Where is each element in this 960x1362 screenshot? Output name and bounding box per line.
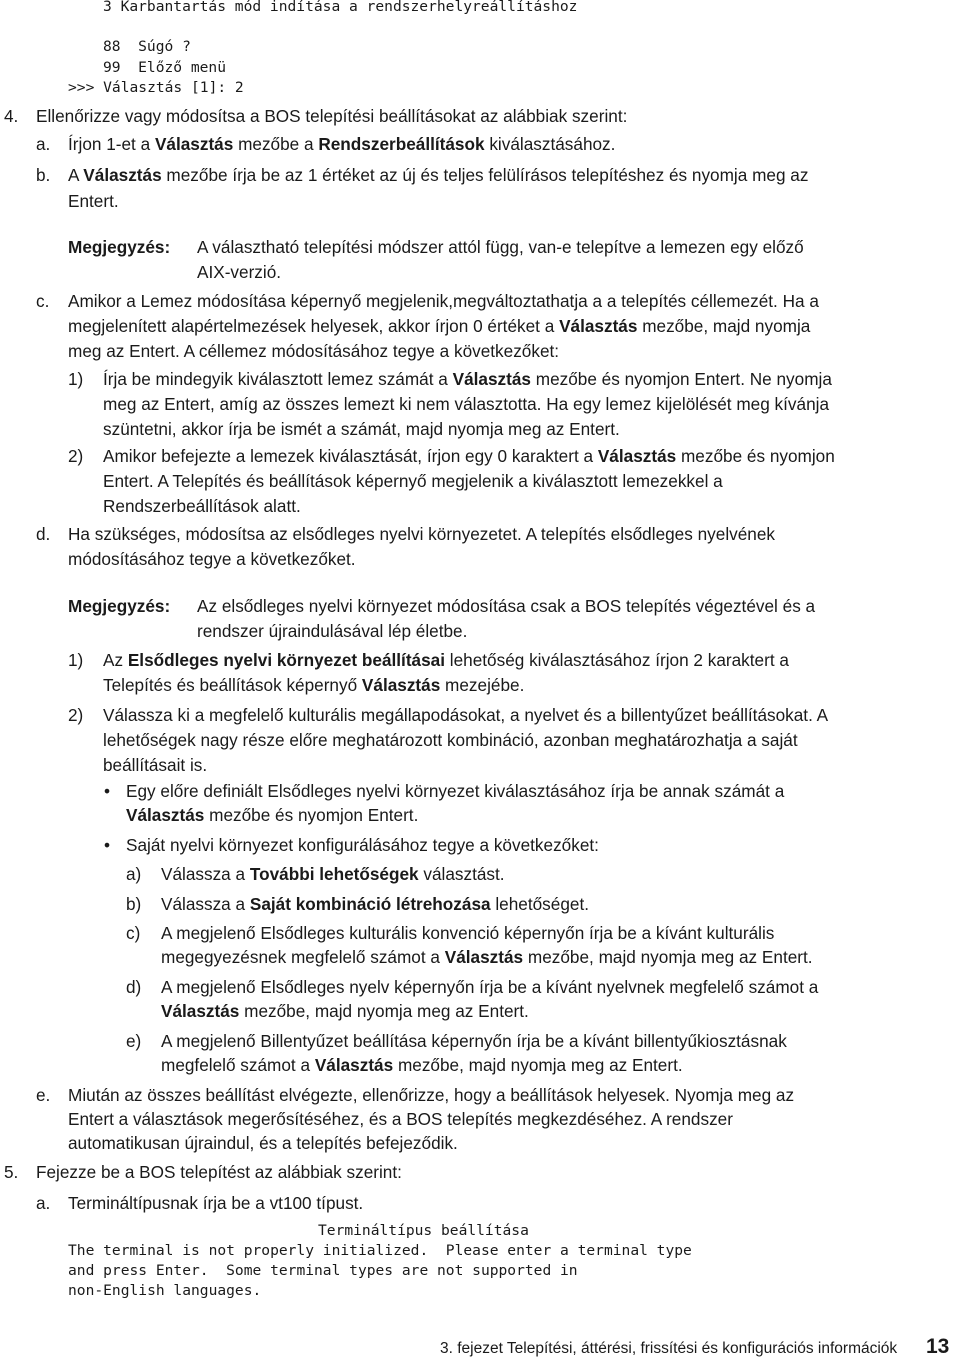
terminal-line1: The terminal is not properly initialized. Please enter a terminal type xyxy=(68,1242,692,1259)
note-2-line1: Az elsődleges nyelvi környezet módosítása csak a BOS telepítés végeztével és a xyxy=(197,596,816,616)
step-4-text: Ellenőrizze vagy módosítsa a BOS telepítési beállításokat az alábbiak szerint: xyxy=(36,106,628,126)
step-4c-1-line3: szüntetni, akkor írja be ismét a számát, majd nyomja meg az Entert. xyxy=(103,419,620,439)
bullet-2b-label: b) xyxy=(126,894,142,914)
step-4c-line1: Amikor a Lemez módosítása képernyő megjelenik,megváltoztathatja a a telepítés céllemezét. Ha a xyxy=(68,291,819,311)
step-4e-line1: Miután az összes beállítást elvégezte, ellenőrizze, hogy a beállítások helyesek. Nyomja meg az xyxy=(68,1085,795,1105)
menu-option-99: 99 Előző menü xyxy=(103,59,227,76)
terminal-line2: and press Enter. Some terminal types are not supported in xyxy=(68,1262,578,1279)
bullet-2d-line2: Választás mezőbe, majd nyomja meg az Entert. xyxy=(161,1001,529,1021)
step-4-number: 4. xyxy=(4,106,19,126)
bullet-2a-label: a) xyxy=(126,864,142,884)
bullet-1-line2: Választás mezőbe és nyomjon Entert. xyxy=(126,805,419,825)
step-4e-line2: Entert a választások megerősítéséhez, és a BOS telepítés megkezdéséhez. A rendszer xyxy=(68,1109,733,1129)
bullet-2e-label: e) xyxy=(126,1031,142,1051)
step-4d-2-label: 2) xyxy=(68,705,84,725)
step-5a-label: a. xyxy=(36,1193,51,1213)
bullet-2c-label: c) xyxy=(126,923,141,943)
bullet-2-mark: • xyxy=(104,835,111,855)
step-4d-1-label: 1) xyxy=(68,650,84,670)
terminal-line3: non-English languages. xyxy=(68,1282,262,1299)
step-4c-label: c. xyxy=(36,291,50,311)
note-2-label: Megjegyzés: xyxy=(68,596,171,616)
step-4d-2-line1: Válassza ki a megfelelő kulturális megállapodásokat, a nyelvet és a billentyűzet beállításokat. A xyxy=(103,705,829,725)
step-4a-text: Írjon 1-et a Választás mezőbe a Rendszerbeállítások kiválasztásához. xyxy=(68,134,616,154)
note-1-line1: A választható telepítési módszer attól függ, van-e telepítve a lemezen egy előző xyxy=(197,237,804,257)
bullet-2e-line1: A megjelenő Billentyűzet beállítása képernyőn írja be a kívánt billentyűkiosztásnak xyxy=(161,1031,787,1051)
step-4c-line2: megjelenített alapértelmezések helyesek, akkor írjon 0 értéket a Választás mezőbe, majd nyomja xyxy=(68,316,811,336)
bullet-2d-line1: A megjelenő Elsődleges nyelv képernyőn írja be a kívánt nyelvnek megfelelő számot a xyxy=(161,977,819,997)
step-5-text: Fejezze be a BOS telepítést az alábbiak szerint: xyxy=(36,1162,402,1182)
step-4e-label: e. xyxy=(36,1085,51,1105)
step-4c-2-label: 2) xyxy=(68,446,84,466)
step-4c-1-line1: Írja be mindegyik kiválasztott lemez számát a Választás mezőbe és nyomjon Entert. Ne nyomja xyxy=(103,369,832,389)
step-4c-2-line1: Amikor befejezte a lemezek kiválasztását, írjon egy 0 karaktert a Választás mezőbe és nyomjon xyxy=(103,446,835,466)
step-4d-line2: módosításához tegye a következőket. xyxy=(68,549,356,569)
step-4d-1-line1: Az Elsődleges nyelvi környezet beállításai lehetőség kiválasztásához írjon 2 karaktert a xyxy=(103,650,789,670)
step-4d-line1: Ha szükséges, módosítsa az elsődleges nyelvi környezetet. A telepítés elsődleges nyelvének xyxy=(68,524,776,544)
bullet-2c-line2: megegyezésnek megfelelő számot a Választás mezőbe, majd nyomja meg az Entert. xyxy=(161,947,813,967)
bullet-2a-text: Válassza a További lehetőségek választást. xyxy=(161,864,505,884)
step-4c-2-line3: Rendszerbeállítások alatt. xyxy=(103,496,301,516)
note-1-line2: AIX-verzió. xyxy=(197,262,282,282)
bullet-2b-text: Válassza a Saját kombináció létrehozása lehetőséget. xyxy=(161,894,590,914)
bullet-2d-label: d) xyxy=(126,977,142,997)
step-4a-label: a. xyxy=(36,134,51,154)
note-1-label: Megjegyzés: xyxy=(68,237,171,257)
menu-option-88: 88 Súgó ? xyxy=(103,38,191,55)
step-5-number: 5. xyxy=(4,1162,19,1182)
page-number: 13 xyxy=(926,1335,950,1358)
bullet-2c-line1: A megjelenő Elsődleges kulturális konvenció képernyőn írja be a kívánt kulturális xyxy=(161,923,775,943)
step-4d-2-line2: lehetőségek nagy része előre meghatározott kombináció, azonban meghatározhatja a saját xyxy=(103,730,798,750)
step-4b-label: b. xyxy=(36,165,51,185)
step-4b-text-line2: Entert. xyxy=(68,191,119,211)
terminal-title: Termináltípus beállítása xyxy=(318,1222,529,1239)
step-4d-2-line3: beállításait is. xyxy=(103,755,208,775)
bullet-1-mark: • xyxy=(104,781,111,801)
footer-chapter: 3. fejezet Telepítési, áttérési, frissítési és konfigurációs információk xyxy=(440,1340,898,1357)
bullet-2e-line2: megfelelő számot a Választás mezőbe, majd nyomja meg az Entert. xyxy=(161,1055,683,1075)
menu-prompt: >>> Választás [1]: 2 xyxy=(68,79,244,96)
bullet-2-line1: Saját nyelvi környezet konfigurálásához tegye a következőket: xyxy=(126,835,599,855)
step-4b-text-line1: A Választás mezőbe írja be az 1 értéket az új és teljes felülírásos telepítéshez és nyomja meg az xyxy=(68,165,809,185)
bullet-1-line1: Egy előre definiált Elsődleges nyelvi környezet kiválasztásához írja be annak számát a xyxy=(126,781,785,801)
step-4c-2-line2: Entert. A Telepítés és beállítások képernyő megjelenik a kiválasztott lemezekkel a xyxy=(103,471,723,491)
step-4e-line3: automatikusan újraindul, és a telepítés befejeződik. xyxy=(68,1133,458,1153)
step-4d-1-line2: Telepítés és beállítások képernyő Választás mezejébe. xyxy=(103,675,525,695)
step-4c-line3: meg az Entert. A céllemez módosításához tegye a következőket: xyxy=(68,341,560,361)
step-4c-1-label: 1) xyxy=(68,369,84,389)
step-4d-label: d. xyxy=(36,524,51,544)
step-4c-1-line2: meg az Entert, amíg az összes lemezt ki nem választotta. Ha egy lemez kijelölését meg kívánja xyxy=(103,394,830,414)
note-2-line2: rendszer újraindulásával lép életbe. xyxy=(197,621,468,641)
step-5a-text: Termináltípusnak írja be a vt100 típust. xyxy=(68,1193,364,1213)
menu-option-3: 3 Karbantartás mód indítása a rendszerhelyreállításhoz xyxy=(103,0,578,15)
